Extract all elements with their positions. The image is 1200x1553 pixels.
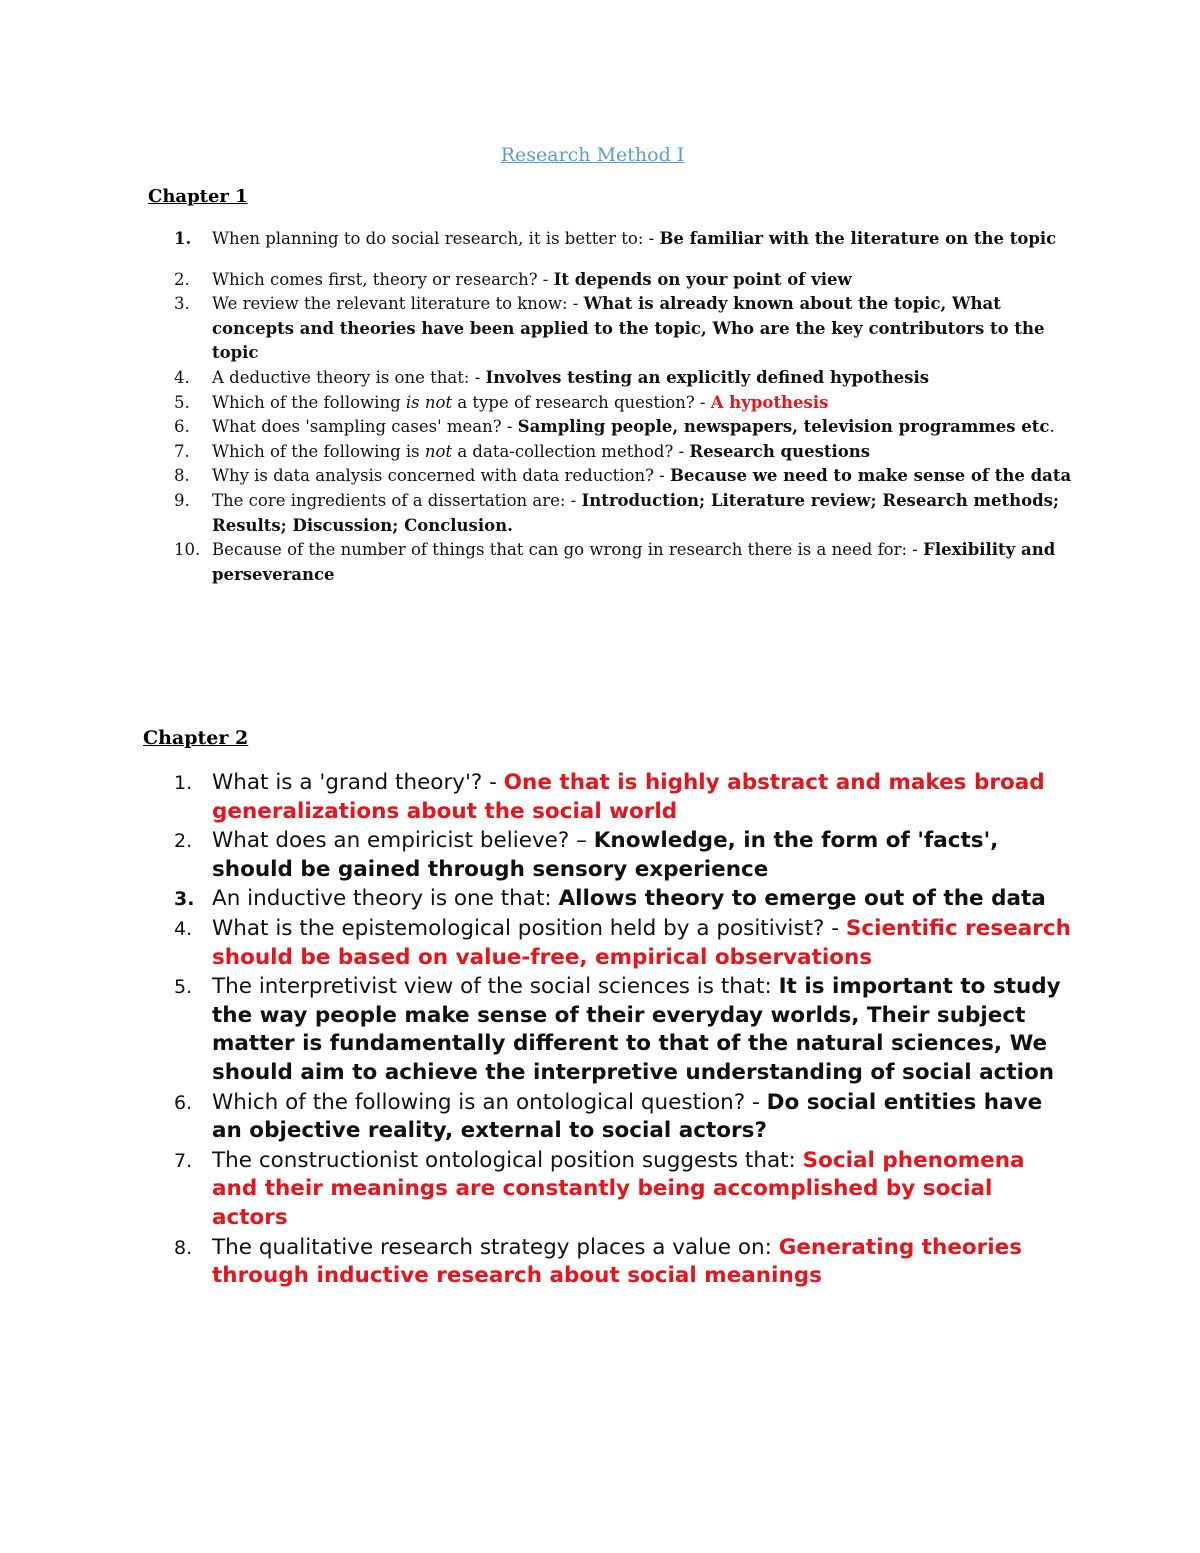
answer-tail: . bbox=[1049, 417, 1055, 437]
question-text-pre: Which of the following is bbox=[212, 441, 425, 461]
list-item bbox=[174, 827, 1074, 884]
question-text: Why is data analysis concerned with data reduction? - bbox=[212, 466, 670, 486]
answer-text: Research questions bbox=[689, 441, 871, 461]
list-item bbox=[174, 489, 1074, 538]
answer-text: It depends on your point of view bbox=[553, 269, 852, 289]
item-number: 1. bbox=[174, 229, 192, 248]
list-item bbox=[174, 440, 1074, 465]
item-number: 2. bbox=[174, 830, 193, 853]
list-item bbox=[174, 227, 1074, 252]
item-number: 10. bbox=[174, 540, 201, 560]
list-item bbox=[174, 464, 1074, 489]
item-number: 8. bbox=[174, 466, 190, 486]
item-number: 3. bbox=[174, 888, 195, 911]
answer-text: Generating theories through inductive research about social meanings bbox=[212, 1234, 1023, 1289]
answer-text: A hypothesis bbox=[710, 392, 829, 412]
question-text: Because of the number of things that can go wrong in research there is a need for: - bbox=[212, 540, 924, 560]
list-item bbox=[174, 885, 1074, 914]
answer-text: Involves testing an explicitly defined hypothesis bbox=[485, 367, 930, 387]
answer-text: Be familiar with the literature on the topic bbox=[659, 229, 1057, 248]
chapter-2-heading: Chapter 2 bbox=[143, 727, 249, 749]
item-number: 6. bbox=[174, 1091, 193, 1114]
question-text: The interpretivist view of the social sciences is that: bbox=[212, 974, 779, 1000]
item-number: 6. bbox=[174, 417, 190, 437]
answer-text: Social phenomena and their meanings are constantly being accomplished by social actors bbox=[212, 1147, 1025, 1230]
answer-text: It is important to study the way people make sense of their everyday worlds, Their subject matter is fundamentally different to that of the natural sciences, We should aim to achieve the interpretive understanding of social action bbox=[212, 974, 1061, 1085]
question-text: Which comes first, theory or research? - bbox=[212, 269, 554, 289]
list-item bbox=[174, 268, 1074, 293]
item-number: 7. bbox=[174, 1149, 193, 1172]
list-item bbox=[174, 769, 1074, 826]
question-text: The qualitative research strategy places a value on: bbox=[212, 1234, 779, 1260]
question-text bbox=[212, 393, 711, 412]
list-item bbox=[174, 415, 1074, 440]
item-number: 5. bbox=[174, 976, 193, 999]
question-text: The core ingredients of a dissertation are: - bbox=[212, 490, 582, 510]
chapter-1-heading: Chapter 1 bbox=[148, 186, 248, 207]
item-number: 3. bbox=[174, 294, 190, 314]
chapter-1-question-list bbox=[174, 227, 1074, 587]
item-number: 9. bbox=[174, 490, 190, 510]
question-text: What does 'sampling cases' mean? - bbox=[212, 417, 518, 437]
answer-text: Introduction; Literature review; Research methods; Results; Discussion; Conclusion. bbox=[212, 490, 1060, 535]
list-item bbox=[174, 1147, 1074, 1233]
item-number: 4. bbox=[174, 917, 193, 940]
answer-text: Flexibility and perseverance bbox=[212, 540, 1056, 584]
question-text-pre: Which of the following bbox=[212, 392, 406, 412]
question-text: We review the relevant literature to know: - bbox=[212, 294, 584, 314]
list-item bbox=[174, 915, 1074, 972]
item-number: 7. bbox=[174, 441, 190, 461]
list-item bbox=[174, 1089, 1074, 1146]
answer-text: Because we need to make sense of the data bbox=[669, 466, 1072, 486]
list-item bbox=[174, 292, 1074, 366]
answer-text: One that is highly abstract and makes broad generalizations about the social world bbox=[212, 770, 1045, 824]
question-text: A deductive theory is one that: - bbox=[212, 367, 486, 387]
chapter-2-question-list bbox=[174, 769, 1074, 1292]
item-number: 2. bbox=[174, 269, 190, 289]
list-item bbox=[174, 391, 1074, 416]
answer-text: Do social entities have an objective reality, external to social actors? bbox=[212, 1089, 1043, 1144]
list-item bbox=[174, 366, 1074, 391]
question-text-post: a type of research question? - bbox=[452, 392, 711, 412]
question-emphasis: not bbox=[424, 441, 453, 461]
question-text: The constructionist ontological position suggests that: bbox=[212, 1147, 803, 1173]
question-text: An inductive theory is one that: bbox=[212, 886, 559, 912]
answer-text: Sampling people, newspapers, television programmes etc bbox=[517, 417, 1050, 437]
question-text: When planning to do social research, it is better to: - bbox=[212, 229, 660, 248]
question-text: Which of the following is an ontological question? - bbox=[212, 1089, 767, 1115]
answer-text: Knowledge, in the form of 'facts', should be gained through sensory experience bbox=[212, 828, 999, 882]
answer-text: Allows theory to emerge out of the data bbox=[558, 886, 1046, 912]
item-number: 4. bbox=[174, 367, 190, 387]
question-text-post: a data-collection method? - bbox=[452, 441, 690, 461]
answer-text: What is already known about the topic, What concepts and theories have been applied to the topic, Who are the key contributors to the topic bbox=[212, 294, 1045, 363]
item-number: 1. bbox=[174, 772, 193, 794]
question-text bbox=[212, 442, 689, 461]
answer-text: Scientific research should be based on value-free, empirical observations bbox=[212, 915, 1071, 970]
question-emphasis: is not bbox=[405, 392, 453, 412]
document-title: Research Method I bbox=[500, 144, 685, 166]
item-number: 8. bbox=[174, 1236, 193, 1259]
item-number: 5. bbox=[174, 392, 190, 412]
list-item bbox=[174, 538, 1074, 587]
question-text: What is a 'grand theory'? - bbox=[212, 770, 504, 795]
question-text: What is the epistemological position held by a positivist? - bbox=[212, 915, 846, 941]
list-item bbox=[174, 1234, 1074, 1291]
list-item bbox=[174, 973, 1074, 1087]
question-text: What does an empiricist believe? – bbox=[212, 828, 594, 854]
